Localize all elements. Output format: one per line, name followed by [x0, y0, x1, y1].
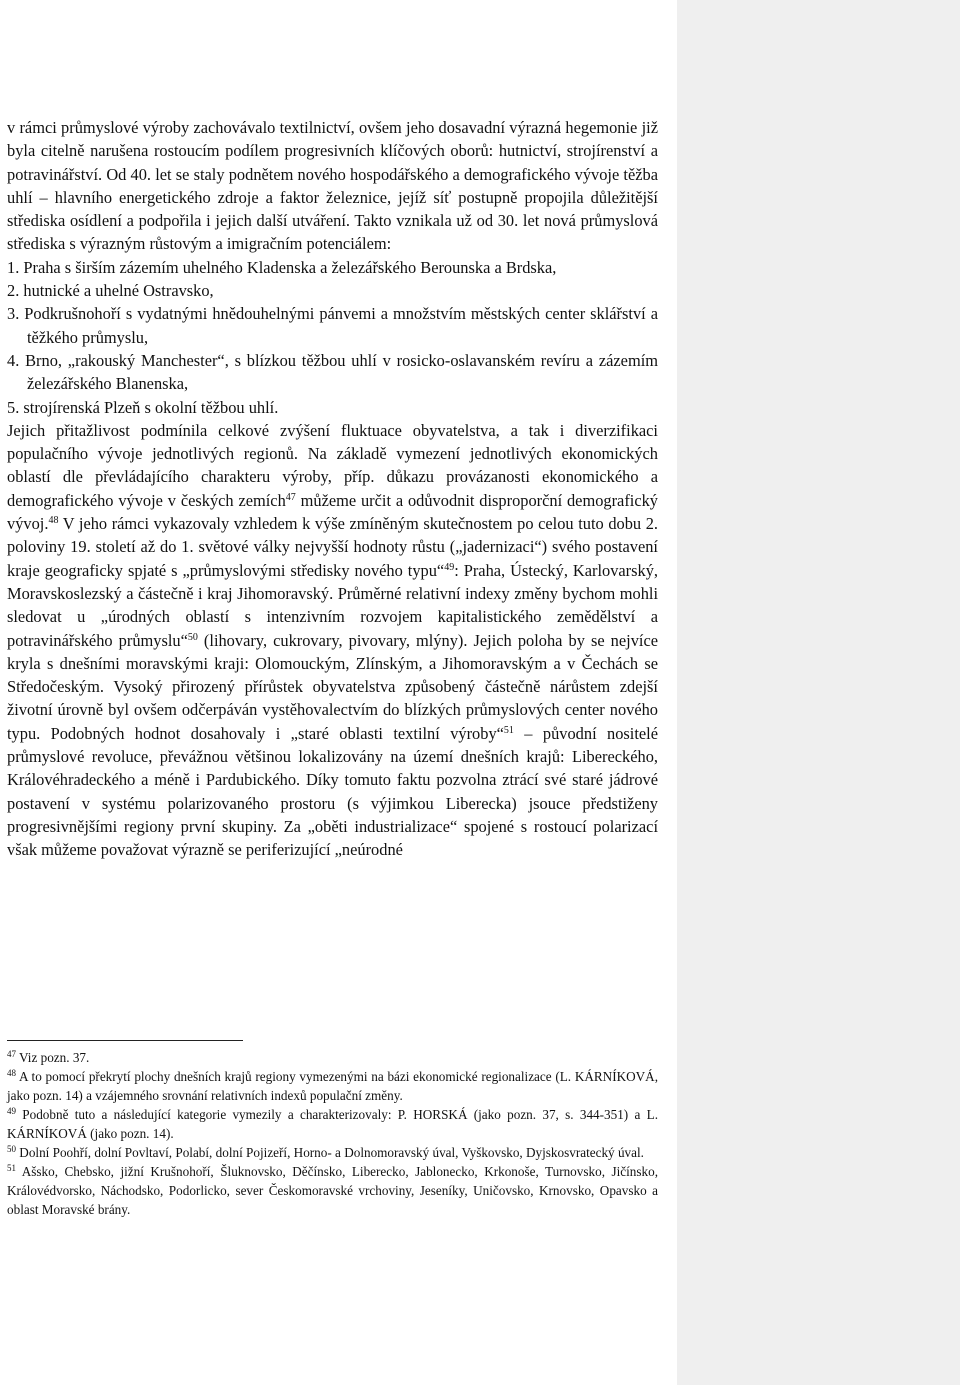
comment-margin-pane [677, 0, 960, 1385]
document-page [7, 116, 658, 862]
text-run: (lihovary, cukrovary, pivovary, mlýny). Jejich poloha by se nejvíce kryla s dnešními moravskými kraji: Olomouckým, Zlínským, a Jihomoravským a v Čechách se Středočeským. Vysoký přirozený přírůstek obyvatelstva způsobený částečně nárůstem zdejší životní úrovně byl ovšem odčerpáván vystěhovalectvím do blízkých průmyslových center nového typu. Podobných hodnot dosahovaly i „staré oblasti textilní výroby“ [7, 630, 658, 743]
footnote-text: Podobně tuto a následující kategorie vymezily a charakterizovaly: P. HORSKÁ (jako pozn. 37, s. 344-351) a L. KÁRNÍKOVÁ (jako pozn. 14). [7, 1107, 658, 1141]
list-item: 5. strojírenská Plzeň s okolní těžbou uhlí. [7, 397, 279, 417]
body-paragraph-2 [7, 419, 658, 862]
body-paragraph-1: v rámci průmyslové výroby zachovávalo textilnictví, ovšem jeho dosavadní výrazná hegemonie již byla citelně narušena rostoucím podílem progresivních klíčových oborů: hutnictví, strojírenství a potravinářství. Od 40. let se staly podnětem nového hospodářského a demografického vývoje těžba uhlí – hlavního energetického zdroje a faktor železnice, jejíž síť postupně propojila důležitější střediska osídlení a podpořila i jejich další utváření. Takto vznikala už od 30. let nová průmyslová střediska s výrazným růstovým a imigračním potenciálem: [7, 118, 658, 254]
footnote-number: 49 [7, 1106, 16, 1116]
footnote-text: A to pomocí překrytí plochy dnešních krajů regiony vymezenými na bázi ekonomické regionalizace (L. KÁRNÍKOVÁ, jako pozn. 14) a vzájemného srovnání relativních indexů populační změny. [7, 1069, 658, 1103]
footnote-48 [7, 1067, 658, 1105]
text-run: V jeho rámci vykazovaly vzhledem k výše zmíněným skutečnostem po celou tuto dobu 2. poloviny 19. století až do 1. světové války nejvyšší hodnoty růstu („jadernizaci“) svého postavení kraje geograficky spjaté s „průmyslovými středisky nového typu“ [7, 514, 658, 580]
footnote-47 [7, 1048, 658, 1067]
footnote-49 [7, 1105, 658, 1143]
footnote-ref-50[interactable]: 50 [187, 631, 198, 643]
footnote-50 [7, 1143, 658, 1162]
footnote-number: 50 [7, 1144, 16, 1154]
footnote-ref-47[interactable]: 47 [285, 491, 296, 503]
footnotes-section [7, 1048, 658, 1219]
industrial-centers-list [7, 256, 658, 419]
list-item: 2. hutnické a uhelné Ostravsko, [7, 281, 214, 301]
footnote-51 [7, 1162, 658, 1219]
footnote-text: Ašsko, Chebsko, jižní Krušnohoří, Šluknovsko, Děčínsko, Liberecko, Jablonecko, Krkonoše, Turnovsko, Jičínsko, Královédvorsko, Náchodsko, Podorlicko, sever Českomoravské vrchoviny, Jeseníky, Uničovsko, Krnovsko, Opavsko a oblast Moravské brány. [7, 1164, 658, 1217]
footnote-ref-49[interactable]: 49 [444, 561, 455, 573]
footnote-ref-48[interactable]: 48 [48, 515, 59, 527]
text-run: : Praha, Ústecký, Karlovarský, Moravskoslezský a částečně i kraj Jihomoravský. Průměrné relativní indexy změny bychom mohli sledovat u „úrodných oblastí s intenzivním rozvojem kapitalistického zemědělství a potravinářského průmyslu“ [7, 560, 658, 650]
footnote-ref-51[interactable]: 51 [503, 724, 514, 736]
footnote-text: Dolní Poohří, dolní Povltaví, Polabí, dolní Pojizeří, Horno- a Dolnomoravský úval, Vyškovsko, Dyjskosvratecký úval. [16, 1145, 644, 1160]
footnote-number: 48 [7, 1068, 16, 1078]
list-item: 4. Brno, „rakouský Manchester“, s blízkou těžbou uhlí v rosicko-oslavanském revíru a zázemím železářského Blanenska, [7, 350, 658, 394]
footnote-text: Viz pozn. 37. [16, 1050, 90, 1065]
footnote-number: 51 [7, 1163, 16, 1173]
list-item: 3. Podkrušnohoří s vydatnými hnědouhelnými pánvemi a množstvím městských center sklářství a těžkého průmyslu, [7, 304, 658, 347]
footnote-separator [7, 1040, 243, 1041]
text-run: Jejich přitažlivost podmínila celkové zvýšení fluktuace obyvatelstva, a tak i diverzifikaci populačního vývoje jednotlivých regionů. Na základě vymezení jednotlivých ekonomických oblastí dle převládajícího charakteru výroby, příp. důkazu provázanosti ekonomického a demografického vývoje v českých zemích [7, 420, 658, 510]
footnote-number: 47 [7, 1049, 16, 1059]
text-run: můžeme určit a odůvodnit disproporční demografický vývoj. [7, 490, 658, 534]
text-run: – původní nositelé průmyslové revoluce, převážnou většinou lokalizovány na území dnešních krajů: Libereckého, Královéhradeckého a méně i Pardubického. Díky tomuto faktu pozvolna ztrácí své staré jádrové postavení v systému polarizovaného prostoru (s výjimkou Liberecka) jsouce předstiženy progresivnějšími regiony první skupiny. Za „oběti industrializace“ spojené s rostoucí polarizací však můžeme považovat výrazně se periferizující „neúrodné [7, 723, 658, 860]
list-item: 1. Praha s širším zázemím uhelného Kladenska a železářského Berounska a Brdska, [7, 257, 557, 277]
